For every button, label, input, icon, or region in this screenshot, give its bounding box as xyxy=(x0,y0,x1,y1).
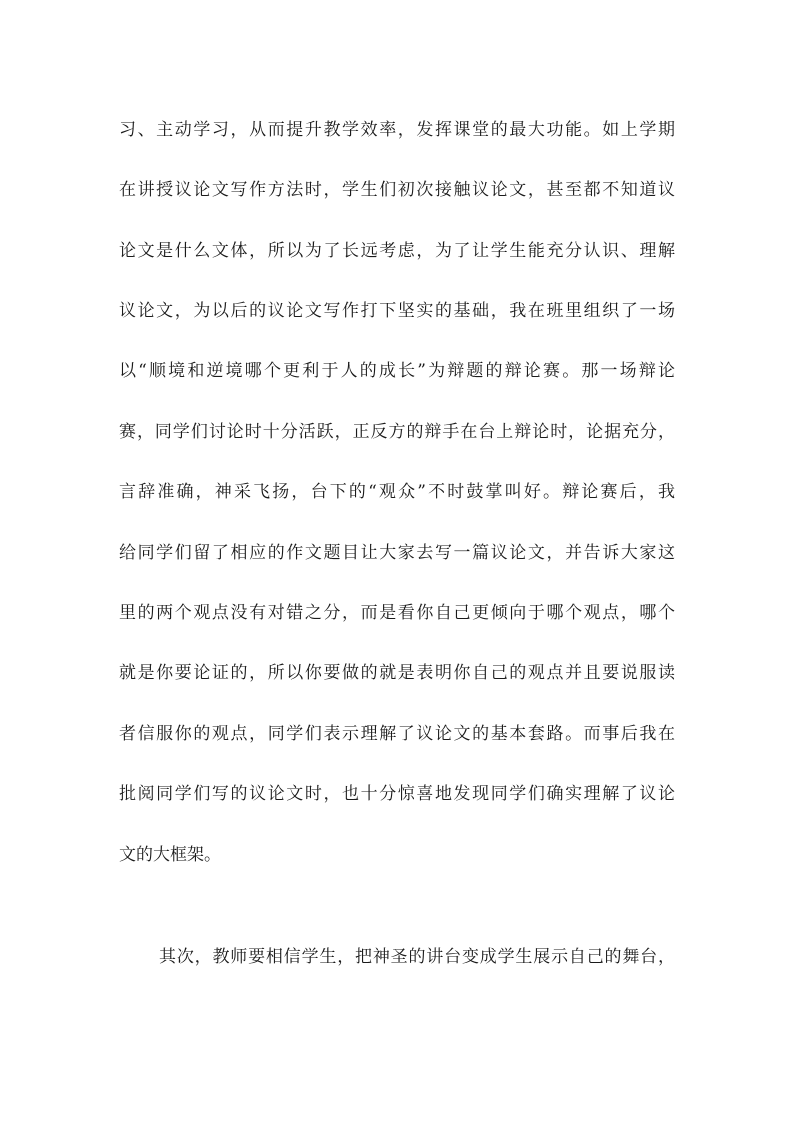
text-line: 就是你要论证的，所以你要做的就是表明你自己的观点并且要说服读 xyxy=(119,663,675,683)
text-line: 赛，同学们讨论时十分活跃，正反方的辩手在台上辩论时，论据充分， xyxy=(119,422,675,442)
text-line: 批阅同学们写的议论文时，也十分惊喜地发现同学们确实理解了议论 xyxy=(119,784,675,804)
text-line: 给同学们留了相应的作文题目让大家去写一篇议论文，并告诉大家这 xyxy=(119,543,675,563)
text-line: 议论文，为以后的议论文写作打下坚实的基础，我在班里组织了一场 xyxy=(119,301,675,321)
text-line: 在讲授议论文写作方法时，学生们初次接触议论文，甚至都不知道议 xyxy=(119,180,675,200)
paragraph-first-line: 其次，教师要相信学生，把神圣的讲台变成学生展示自己的舞台， xyxy=(159,947,675,967)
text-line: 习、主动学习，从而提升教学效率，发挥课堂的最大功能。如上学期 xyxy=(119,120,675,140)
paragraph-last-line: 文的大框架。 xyxy=(119,845,221,865)
text-line: 言辞准确，神采飞扬，台下的“观众”不时鼓掌叫好。辩论赛后，我 xyxy=(119,482,675,502)
text-line: 论文是什么文体，所以为了长远考虑，为了让学生能充分认识、理解 xyxy=(119,241,675,261)
text-line: 以“顺境和逆境哪个更利于人的成长”为辩题的辩论赛。那一场辩论 xyxy=(119,361,675,381)
text-line: 者信服你的观点，同学们表示理解了议论文的基本套路。而事后我在 xyxy=(119,724,675,744)
text-line: 里的两个观点没有对错之分，而是看你自己更倾向于哪个观点，哪个 xyxy=(119,603,675,623)
